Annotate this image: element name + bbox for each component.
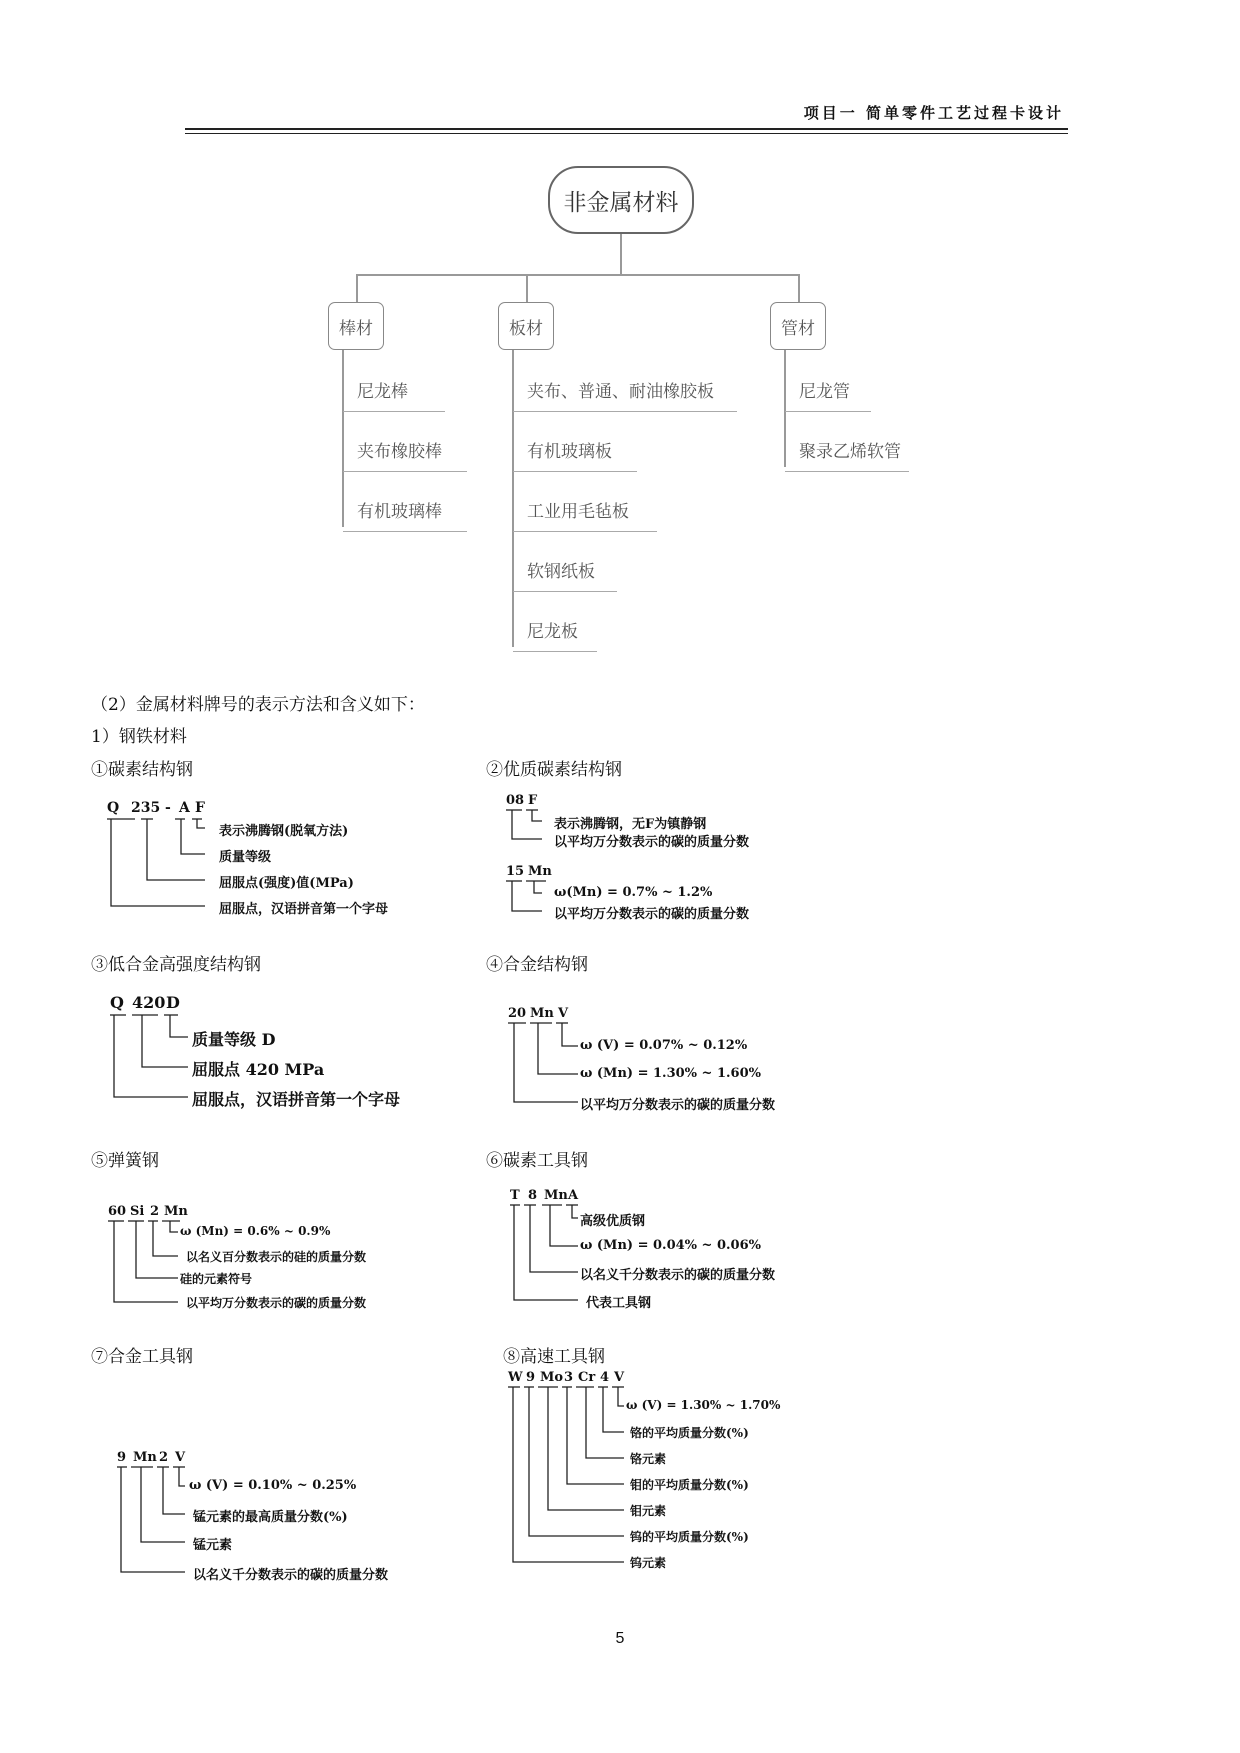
code-label: 以名义千分数表示的碳的质量分数: [580, 1268, 776, 1283]
code-label: ω (V) = 0.07% ~ 0.12%: [580, 1038, 748, 1053]
diagram-alloy-structural: [508, 1006, 828, 1126]
branch-drop: [526, 274, 528, 302]
steel-title: ⑤弹簧钢: [91, 1151, 159, 1171]
code-label: 屈服点，汉语拼音第一个字母: [219, 902, 389, 917]
code-label: 以平均万分数表示的碳的质量分数: [186, 1296, 367, 1310]
code-part: Si: [130, 1204, 145, 1219]
code-label: 以平均万分数表示的碳的质量分数: [580, 1098, 776, 1113]
code-label: 质量等级: [219, 850, 272, 865]
leaf-item: 夹布橡胶棒: [343, 441, 467, 472]
code-label: ω (V) = 0.10% ~ 0.25%: [189, 1478, 357, 1493]
code-label: 钨的平均质量分数(%): [630, 1530, 749, 1544]
code-part: F: [195, 800, 205, 816]
category-tube: 管材: [770, 302, 826, 350]
code-label: ω(Mn) = 0.7% ~ 1.2%: [554, 885, 713, 900]
code-part: 4: [600, 1370, 610, 1385]
header-rule-thin: [185, 133, 1068, 134]
diagram-low-alloy: [110, 993, 430, 1123]
code-part: 60: [108, 1204, 127, 1219]
diagram-quality-carbon: [506, 793, 826, 933]
code-label: 屈服点(强度)值(MPa): [219, 876, 354, 891]
section-intro: （2）金属材料牌号的表示方法和含义如下：: [91, 695, 425, 715]
diagram-carbon-tool: [510, 1188, 830, 1328]
code-part: 20: [508, 1006, 527, 1021]
code-part: -: [165, 800, 171, 816]
steel-title: ③低合金高强度结构钢: [91, 955, 261, 975]
header-rule-thick: [185, 128, 1068, 130]
code-label: 铬的平均质量分数(%): [630, 1426, 749, 1440]
leaf-item: 夹布、普通、耐油橡胶板: [513, 381, 737, 412]
code-part: V: [614, 1370, 625, 1385]
code-label: ω (Mn) = 0.04% ~ 0.06%: [580, 1238, 761, 1253]
code-part: 8: [528, 1188, 538, 1203]
code-part: Mn: [133, 1450, 157, 1465]
steel-title: ⑧高速工具钢: [503, 1347, 605, 1367]
root-connector: [620, 234, 622, 274]
code-part: 235: [131, 800, 161, 816]
code-label: 以名义百分数表示的硅的质量分数: [186, 1250, 367, 1264]
code-label: 锰元素的最高质量分数(%): [193, 1510, 348, 1525]
diagram-carbon-structural: [107, 800, 427, 930]
code-part: Cr: [578, 1370, 596, 1385]
code-label: 以平均万分数表示的碳的质量分数: [554, 907, 750, 922]
mindmap-root: 非金属材料: [548, 166, 694, 234]
steel-title: ②优质碳素结构钢: [486, 760, 622, 780]
code-part: 2: [159, 1450, 169, 1465]
code-label: ω (Mn) = 0.6% ~ 0.9%: [180, 1224, 331, 1238]
code-part: Mo: [540, 1370, 564, 1385]
code-label: ω (V) = 1.30% ~ 1.70%: [626, 1398, 781, 1412]
code-label: ω (Mn) = 1.30% ~ 1.60%: [580, 1066, 761, 1081]
code-part: V: [175, 1450, 186, 1465]
code-part: A: [179, 800, 190, 816]
code-part: Q: [110, 993, 124, 1012]
code-part: A: [568, 1188, 579, 1203]
steel-title: ⑥碳素工具钢: [486, 1151, 588, 1171]
code-label: 屈服点，汉语拼音第一个字母: [192, 1090, 401, 1109]
leaf-item: 有机玻璃板: [513, 441, 637, 472]
steel-title: ④合金结构钢: [486, 955, 588, 975]
code-part: 9: [117, 1450, 127, 1465]
page-number: 5: [615, 1630, 625, 1647]
branch-line: [356, 274, 799, 276]
code-part: 420: [132, 993, 166, 1012]
code-part: V: [558, 1006, 569, 1021]
code-label: 屈服点 420 MPa: [192, 1060, 325, 1079]
branch-drop: [356, 274, 358, 302]
code-label: 锰元素: [193, 1538, 233, 1553]
code-part: 15: [506, 864, 525, 879]
diagram-spring-steel: [108, 1204, 428, 1324]
code-label: 高级优质钢: [580, 1214, 646, 1229]
leaf-item: 尼龙棒: [343, 381, 445, 412]
steel-title: ①碳素结构钢: [91, 760, 193, 780]
branch-drop: [798, 274, 800, 302]
leaf-item: 软钢纸板: [513, 561, 617, 592]
code-part: 3: [564, 1370, 574, 1385]
code-part: 2: [150, 1204, 160, 1219]
running-header: 项目一 简单零件工艺过程卡设计: [803, 104, 1064, 122]
code-label: 硅的元素符号: [180, 1272, 253, 1286]
category-plate: 板材: [498, 302, 554, 350]
leaf-item: 尼龙管: [785, 381, 871, 412]
bracket-lines: [510, 1188, 830, 1328]
category-bar: 棒材: [328, 302, 384, 350]
code-part: F: [528, 793, 538, 808]
code-label: 钨元素: [630, 1556, 667, 1570]
code-label: 质量等级 D: [192, 1030, 276, 1049]
code-part: 08: [506, 793, 525, 808]
diagram-alloy-tool: [117, 1450, 437, 1600]
code-label: 钼的平均质量分数(%): [630, 1478, 749, 1492]
code-label: 表示沸腾钢，无F为镇静钢: [554, 817, 707, 832]
leaf-item: 尼龙板: [513, 621, 597, 652]
code-part: Q: [107, 800, 120, 816]
leaf-item: 有机玻璃棒: [343, 501, 467, 532]
code-label: 铬元素: [630, 1452, 667, 1466]
steel-title: ⑦合金工具钢: [91, 1347, 193, 1367]
code-part: D: [166, 993, 180, 1012]
code-part: Mn: [530, 1006, 554, 1021]
code-part: W: [508, 1370, 523, 1385]
diagram-high-speed: [508, 1370, 828, 1590]
code-label: 表示沸腾钢(脱氧方法): [219, 824, 349, 839]
code-part: T: [510, 1188, 520, 1203]
code-label: 钼元素: [630, 1504, 667, 1518]
code-part: 9: [526, 1370, 536, 1385]
code-label: 以平均万分数表示的碳的质量分数: [554, 835, 750, 850]
code-part: Mn: [164, 1204, 188, 1219]
code-part: Mn: [544, 1188, 568, 1203]
subsection-heading: 1）钢铁材料: [91, 727, 187, 747]
code-label: 代表工具钢: [586, 1296, 652, 1311]
code-part: Mn: [528, 864, 552, 879]
code-label: 以名义千分数表示的碳的质量分数: [193, 1568, 389, 1583]
leaf-item: 聚录乙烯软管: [785, 441, 909, 472]
leaf-item: 工业用毛毡板: [513, 501, 657, 532]
